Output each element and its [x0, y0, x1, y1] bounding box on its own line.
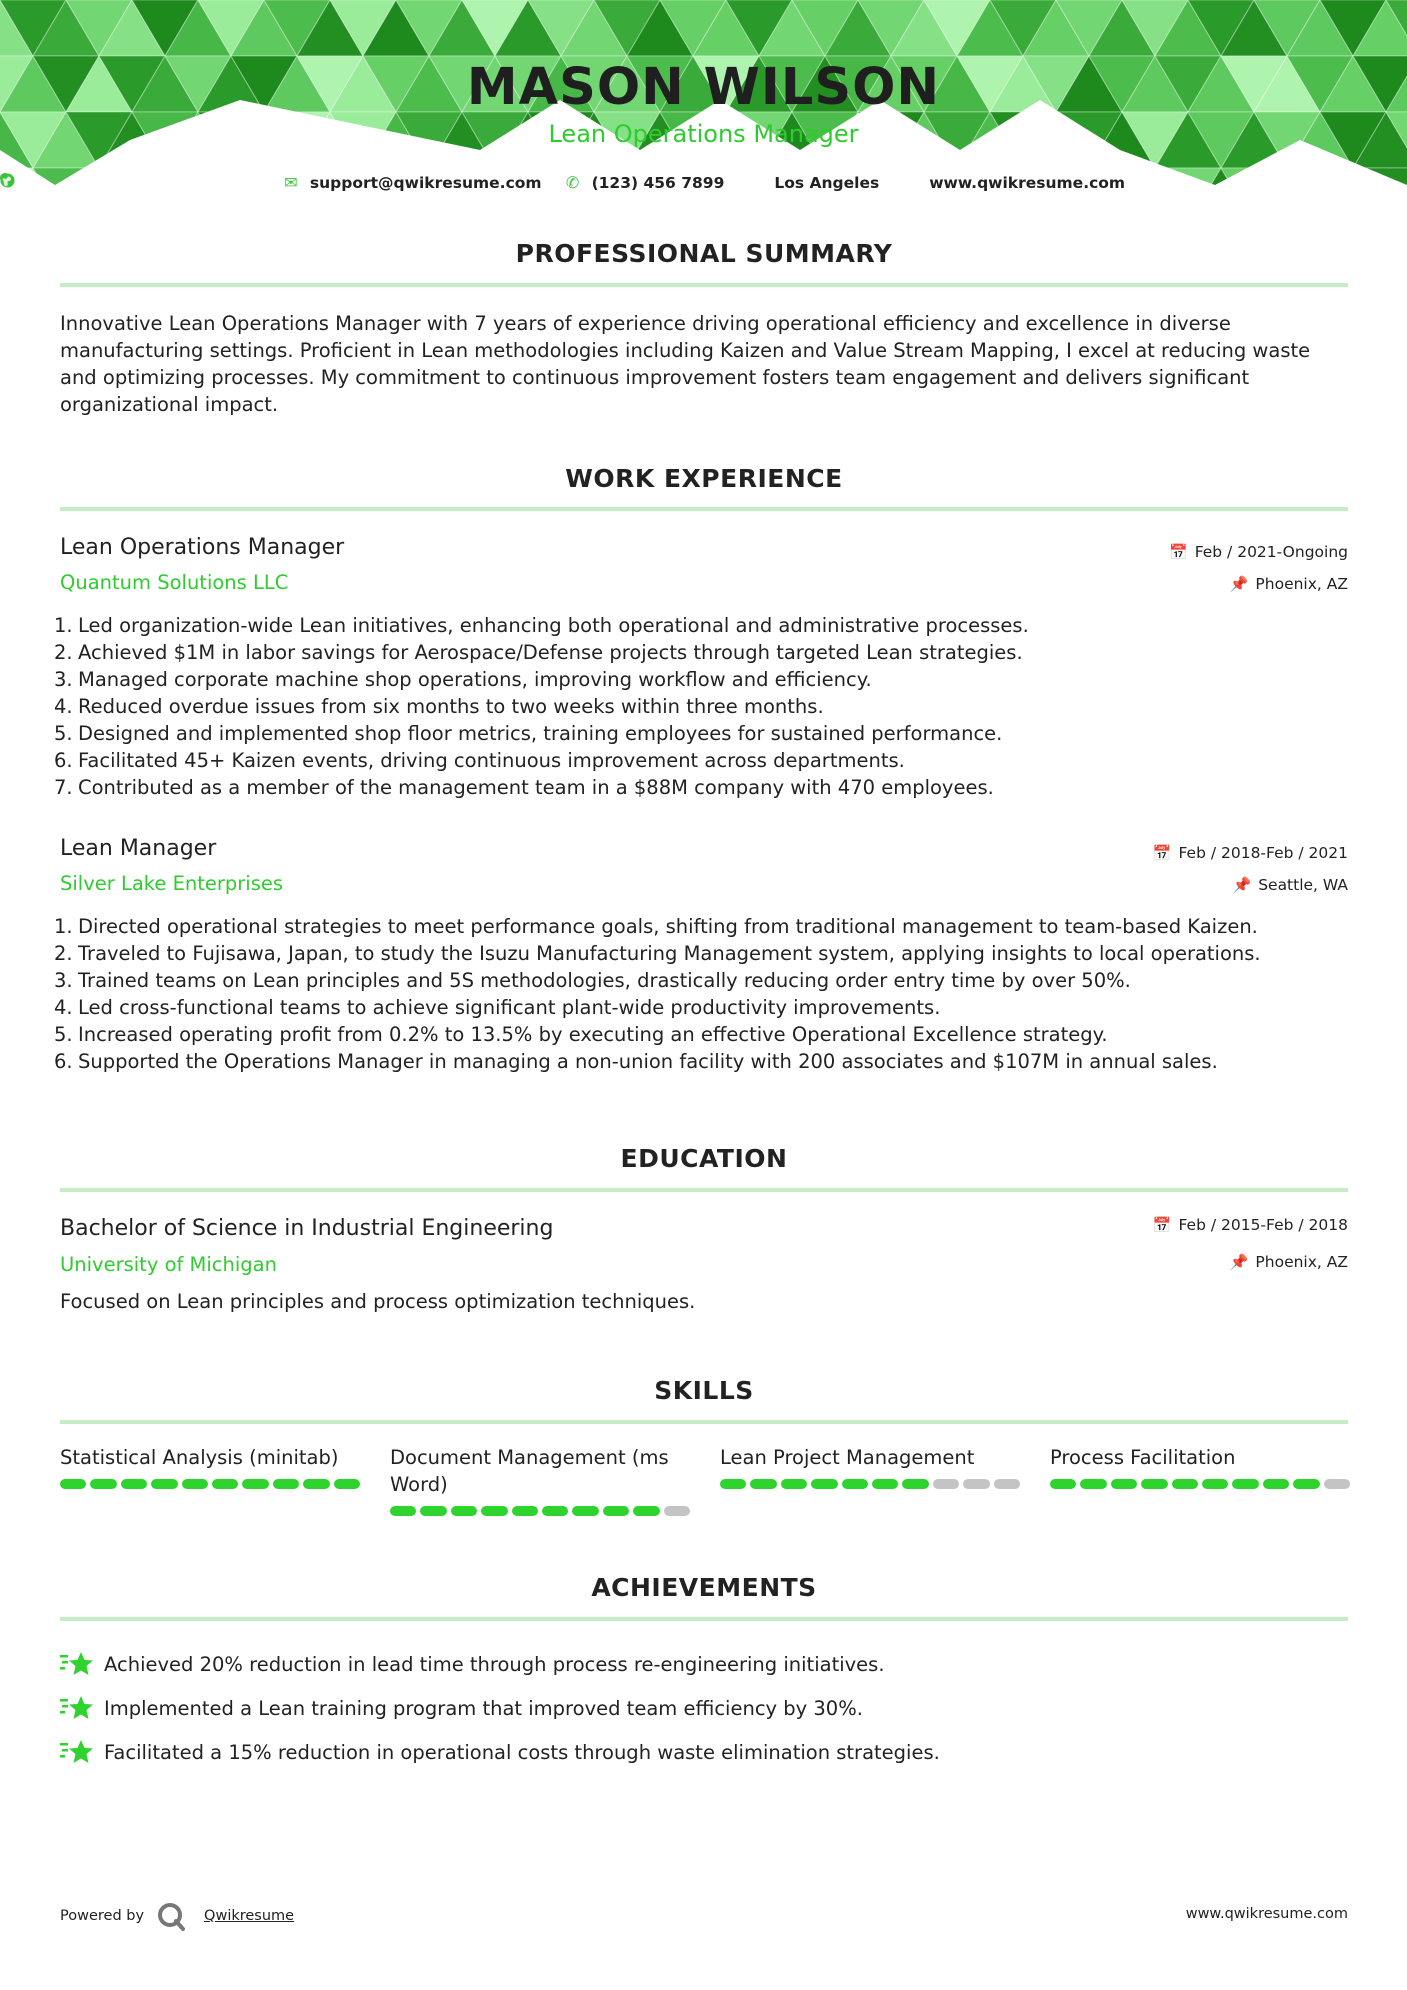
- education-heading: EDUCATION: [620, 1144, 788, 1173]
- skill-segment-filled: [121, 1479, 147, 1489]
- skill-level-bar: [1050, 1479, 1350, 1489]
- skill-segment-filled: [842, 1479, 868, 1489]
- skill-segment-filled: [334, 1479, 360, 1489]
- contact-website[interactable]: [901, 173, 1125, 192]
- skill-segment-filled: [1172, 1479, 1198, 1489]
- skill-segment-empty: [664, 1506, 690, 1516]
- email-text[interactable]: support@qwikresume.com: [309, 173, 542, 192]
- skill-segment-filled: [212, 1479, 238, 1489]
- calendar-icon: 📅: [1169, 543, 1188, 561]
- pushpin-icon: 📌: [1232, 876, 1252, 894]
- list-item: [60, 1730, 1350, 1774]
- experience-divider: [60, 507, 1348, 511]
- star-icon: [60, 1649, 94, 1679]
- education-description: Focused on Lean principles and process optimization techniques.: [60, 1290, 696, 1313]
- job-bullets: [60, 612, 1350, 801]
- skill-segment-filled: [303, 1479, 329, 1489]
- skill-segment-filled: [420, 1506, 446, 1516]
- list-item: Led organization-wide Lean initiatives, enhancing both operational and administrative processes.: [78, 614, 1029, 637]
- skills-divider: [60, 1420, 1348, 1424]
- achievement-text: Facilitated a 15% reduction in operational costs through waste elimination strategies.: [104, 1740, 940, 1764]
- list-item: Designed and implemented shop floor metrics, training employees for sustained performance.: [78, 722, 1003, 745]
- calendar-icon: 📅: [1152, 844, 1172, 862]
- job-dates: [1153, 844, 1348, 862]
- skill-segment-filled: [811, 1479, 837, 1489]
- calendar-icon: 📅: [1152, 1216, 1172, 1234]
- job-title: Lean Manager: [60, 836, 217, 861]
- summary-heading: PROFESSIONAL SUMMARY: [515, 239, 893, 268]
- job-dates-text: Feb / 2018-Feb / 2021: [1178, 844, 1348, 862]
- skill-segment-filled: [1111, 1479, 1137, 1489]
- brand-link[interactable]: Qwikresume: [204, 1908, 295, 1924]
- achievements-heading: ACHIEVEMENTS: [591, 1573, 817, 1602]
- achievements-list: [60, 1642, 1350, 1774]
- skill-level-bar: [390, 1506, 690, 1516]
- phone-icon: ✆: [565, 173, 580, 192]
- job-company: Quantum Solutions LLC: [60, 571, 289, 594]
- candidate-name: MASON WILSON: [466, 58, 941, 117]
- skill-item: [60, 1444, 360, 1516]
- job-location-text: Phoenix, AZ: [1255, 575, 1348, 593]
- achievement-text: Achieved 20% reduction in lead time through process re-engineering initiatives.: [104, 1652, 885, 1676]
- summary-divider: [60, 283, 1348, 287]
- school-name: University of Michigan: [60, 1253, 277, 1276]
- achievement-text: Implemented a Lean training program that improved team efficiency by 30%.: [104, 1696, 863, 1720]
- list-item: Reduced overdue issues from six months to two weeks within three months.: [78, 695, 824, 718]
- list-item: Traveled to Fujisawa, Japan, to study the Isuzu Manufacturing Management system, applying insights to local operations.: [78, 942, 1261, 965]
- education-dates: [1153, 1216, 1348, 1234]
- skill-name: Statistical Analysis (minitab): [60, 1446, 339, 1469]
- list-item: Led cross-functional teams to achieve significant plant-wide productivity improvements.: [78, 996, 941, 1019]
- skill-segment-empty: [994, 1479, 1020, 1489]
- skill-level-bar: [720, 1479, 1020, 1489]
- skill-item: [390, 1444, 690, 1516]
- list-item: Directed operational strategies to meet performance goals, shifting from traditional management to team-based Kaizen.: [78, 915, 1258, 938]
- pushpin-icon: 📌: [1229, 1253, 1249, 1271]
- list-item: Managed corporate machine shop operations, improving workflow and efficiency.: [78, 668, 872, 691]
- skill-segment-filled: [542, 1506, 568, 1516]
- achievements-divider: [60, 1617, 1348, 1621]
- skill-name: Process Facilitation: [1050, 1446, 1236, 1469]
- education-divider: [60, 1188, 1348, 1192]
- skill-segment-filled: [572, 1506, 598, 1516]
- skill-segment-filled: [720, 1479, 746, 1489]
- list-item: Achieved $1M in labor savings for Aerospace/Defense projects through targeted Lean strategies.: [78, 641, 1023, 664]
- resume-header: [0, 0, 1407, 200]
- skill-item: [720, 1444, 1020, 1516]
- skill-segment-filled: [1080, 1479, 1106, 1489]
- skill-item: [1050, 1444, 1350, 1516]
- job-title: Lean Operations Manager: [60, 535, 345, 560]
- skill-segment-filled: [1202, 1479, 1228, 1489]
- skill-segment-filled: [750, 1479, 776, 1489]
- location-text: Los Angeles: [774, 173, 880, 192]
- summary-text: Innovative Lean Operations Manager with 7 years of experience driving operational efficiency and excellence in diverse manufacturing settings. Proficient in Lean methodologies including Kaizen and Value Stream Mapping, I excel at reducing waste and optimizing processes. My commitment to continuous improvement fosters team engagement and delivers significant organizational impact.: [60, 312, 1311, 416]
- candidate-title: Lean Operations Manager: [548, 120, 859, 148]
- contact-email[interactable]: [282, 173, 542, 192]
- skill-segment-filled: [90, 1479, 116, 1489]
- skill-segment-filled: [273, 1479, 299, 1489]
- contact-bar: [0, 173, 1407, 192]
- job-location: [1230, 575, 1348, 593]
- list-item: Trained teams on Lean principles and 5S methodologies, drastically reducing order entry time by over 50%.: [78, 969, 1131, 992]
- contact-location: [746, 173, 879, 192]
- skills-grid: [60, 1444, 1350, 1516]
- skill-segment-filled: [182, 1479, 208, 1489]
- list-item: Increased operating profit from 0.2% to 13.5% by executing an effective Operational Excellence strategy.: [78, 1023, 1108, 1046]
- skill-segment-filled: [633, 1506, 659, 1516]
- education-location: [1230, 1253, 1348, 1271]
- powered-by-label: Powered by: [60, 1908, 145, 1924]
- skill-level-bar: [60, 1479, 360, 1489]
- skill-segment-filled: [902, 1479, 928, 1489]
- experience-heading: WORK EXPERIENCE: [565, 464, 843, 493]
- footer-powered-by: [60, 1901, 294, 1931]
- skill-segment-filled: [603, 1506, 629, 1516]
- skill-segment-filled: [1263, 1479, 1289, 1489]
- star-icon: [60, 1693, 94, 1723]
- job-location: [1233, 876, 1349, 894]
- phone-text[interactable]: (123) 456 7899: [591, 173, 725, 192]
- education-location-text: Phoenix, AZ: [1255, 1253, 1348, 1271]
- skills-heading: SKILLS: [654, 1376, 754, 1405]
- job-location-text: Seattle, WA: [1258, 876, 1348, 894]
- footer-website[interactable]: www.qwikresume.com: [1185, 1906, 1348, 1922]
- envelope-icon: ✉: [284, 173, 298, 192]
- job-dates-text: Feb / 2021-Ongoing: [1194, 543, 1348, 561]
- job-company: Silver Lake Enterprises: [60, 872, 284, 895]
- pushpin-icon: 📌: [1229, 575, 1249, 593]
- degree-title: Bachelor of Science in Industrial Engineering: [60, 1216, 554, 1241]
- skill-segment-filled: [451, 1506, 477, 1516]
- skill-segment-filled: [481, 1506, 507, 1516]
- list-item: [60, 1642, 1350, 1686]
- skill-segment-filled: [1232, 1479, 1258, 1489]
- q-logo-icon: [156, 1901, 186, 1931]
- contact-phone[interactable]: [564, 173, 725, 192]
- skill-name: Document Management (ms Word): [390, 1446, 669, 1496]
- skill-segment-empty: [933, 1479, 959, 1489]
- skill-segment-filled: [1050, 1479, 1076, 1489]
- list-item: Contributed as a member of the management team in a $88M company with 470 employees.: [78, 776, 994, 799]
- skill-segment-filled: [872, 1479, 898, 1489]
- job-dates: [1169, 543, 1348, 561]
- skill-segment-filled: [1141, 1479, 1167, 1489]
- job-bullets: [60, 913, 1350, 1075]
- skill-segment-filled: [512, 1506, 538, 1516]
- skill-segment-filled: [151, 1479, 177, 1489]
- skill-segment-filled: [242, 1479, 268, 1489]
- list-item: Supported the Operations Manager in managing a non-union facility with 200 associates and $107M in annual sales.: [78, 1050, 1218, 1073]
- list-item: Facilitated 45+ Kaizen events, driving continuous improvement across departments.: [78, 749, 905, 772]
- skill-segment-filled: [781, 1479, 807, 1489]
- skill-segment-empty: [1324, 1479, 1350, 1489]
- website-text[interactable]: www.qwikresume.com: [929, 173, 1126, 192]
- skill-segment-filled: [1293, 1479, 1319, 1489]
- skill-segment-filled: [60, 1479, 86, 1489]
- skill-segment-filled: [390, 1506, 416, 1516]
- skill-name: Lean Project Management: [720, 1446, 975, 1469]
- list-item: [60, 1686, 1350, 1730]
- skill-segment-empty: [963, 1479, 989, 1489]
- education-dates-text: Feb / 2015-Feb / 2018: [1178, 1216, 1348, 1234]
- star-icon: [60, 1737, 94, 1767]
